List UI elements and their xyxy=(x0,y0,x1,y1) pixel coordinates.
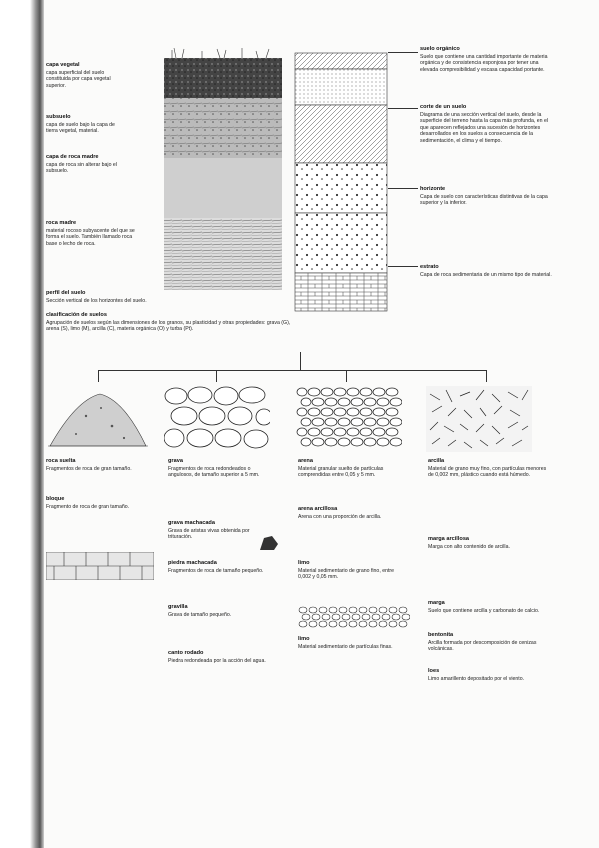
definition-limo xyxy=(298,560,406,581)
bracket-tick xyxy=(486,370,487,382)
text: capa superficial del suelo constituida por capa vegetal superior. xyxy=(46,69,111,89)
definition-corte-suelo xyxy=(420,104,554,145)
sand-illustration xyxy=(296,386,402,452)
term: gravilla xyxy=(168,604,188,610)
term: roca suelta xyxy=(46,458,76,464)
gravel-illustration xyxy=(164,386,270,452)
term: limo xyxy=(298,636,310,642)
text: Limo amarillento depositado por el viento. xyxy=(428,675,525,682)
text: Piedra redondeada por la acción del agua. xyxy=(168,657,266,664)
term: subsuelo xyxy=(46,114,71,120)
soil-layers-diagram xyxy=(294,52,388,312)
definition-roca-madre xyxy=(46,220,138,247)
term: bentonita xyxy=(428,632,454,638)
definition-arena-arcillosa xyxy=(298,506,408,520)
text: Suelo que contiene una cantidad importante de materia orgánica y de consistencia esponjosa por tener una elevada compresibilidad y escasa capacidad portante. xyxy=(420,53,548,73)
leader-line xyxy=(388,266,418,267)
text: Fragmentos de roca de gran tamaño. xyxy=(46,465,132,472)
text: Material sedimentario de partículas finas. xyxy=(298,643,393,650)
definition-bentonita xyxy=(428,632,548,653)
definition-grava-machacada xyxy=(168,520,264,541)
term: arena xyxy=(298,458,313,464)
definition-gravilla xyxy=(168,604,278,618)
text: Material sedimentario de grano fino, entre 0,002 y 0,05 mm. xyxy=(298,567,395,581)
definition-subsuelo xyxy=(46,114,126,135)
definition-estrato xyxy=(420,264,554,278)
term: piedra machacada xyxy=(168,560,217,566)
text: Fragmento de roca de gran tamaño. xyxy=(46,503,130,510)
text: Grava de aristas vivas obtenida por trituración. xyxy=(168,527,250,541)
classification-bracket xyxy=(98,370,486,371)
definition-marga xyxy=(428,600,548,614)
soil-profile-illustration xyxy=(162,44,284,290)
term: horizonte xyxy=(420,186,446,192)
definition-loes xyxy=(428,668,548,682)
crushed-stone-icon xyxy=(258,534,280,552)
text: Capa de roca sedimentaria de un mismo tipo de material. xyxy=(420,271,552,278)
term: loes xyxy=(428,668,440,674)
text: Arena con una proporción de arcilla. xyxy=(298,513,382,520)
text: Fragmentos de roca de tamaño pequeño. xyxy=(168,567,264,574)
term: perfil del suelo xyxy=(46,290,86,296)
term: marga xyxy=(428,600,445,606)
definition-marga-arcillosa xyxy=(428,536,548,550)
term: corte de un suelo xyxy=(420,104,467,110)
term: arena arcillosa xyxy=(298,506,338,512)
term: limo xyxy=(298,560,310,566)
term: estrato xyxy=(420,264,439,270)
leader-line xyxy=(388,188,418,189)
definition-grava xyxy=(168,458,276,479)
term: roca madre xyxy=(46,220,77,226)
definition-limo-2 xyxy=(298,636,408,650)
text: Material de grano muy fino, con partículas menores de 0,002 mm, plástico cuando está húmedo. xyxy=(428,465,547,479)
book-binding-shadow xyxy=(0,0,44,848)
definition-clasificacion-suelos xyxy=(46,312,296,333)
text: Material granular suelto de partículas comprendidas entre 0,05 y 5 mm. xyxy=(298,465,384,479)
bracket-tick xyxy=(98,370,99,382)
definition-roca-suelta xyxy=(46,458,156,472)
definition-horizonte xyxy=(420,186,554,207)
term: grava machacada xyxy=(168,520,215,526)
term: capa de roca madre xyxy=(46,154,99,160)
definition-piedra-machacada xyxy=(168,560,278,574)
definition-suelo-organico xyxy=(420,46,554,73)
definition-arcilla xyxy=(428,458,548,479)
text: Arcilla formada por descomposición de cenizas volcánicas. xyxy=(428,639,537,653)
text: capa de suelo bajo la capa de tierra vegetal, material. xyxy=(46,121,115,135)
text: Capa de suelo con características distintivas de la capa superior y la inferior. xyxy=(420,193,548,207)
definition-capa-roca-madre xyxy=(46,154,126,175)
rock-pile-illustration xyxy=(46,386,150,452)
leader-line xyxy=(388,108,418,109)
term: grava xyxy=(168,458,183,464)
bracket-stem xyxy=(300,352,301,370)
text: material rocoso subyacente del que se forma el suelo. También llamado roca base o lecho de roca. xyxy=(46,227,135,247)
text: Grava de tamaño pequeño. xyxy=(168,611,232,618)
definition-arena xyxy=(298,458,406,479)
block-wall-illustration xyxy=(46,552,154,580)
text: Fragmentos de roca redondeados o angulosos, de tamaño superior a 5 mm. xyxy=(168,465,260,479)
definition-canto-rodado xyxy=(168,650,278,664)
text: Sección vertical de los horizontes del suelo. xyxy=(46,297,147,304)
definition-capa-vegetal xyxy=(46,62,126,89)
clay-illustration xyxy=(426,386,532,452)
silt-illustration xyxy=(298,604,410,630)
term: arcilla xyxy=(428,458,445,464)
term: canto rodado xyxy=(168,650,204,656)
text: Agrupación de suelos según las dimensiones de los granos, su plasticidad y otras propiedades: grava (G), arena (S), limo (M), arcilla (C), materia orgánica (O) y turba (Pt). xyxy=(46,319,291,333)
leader-line xyxy=(388,52,418,53)
text: capa de roca sin alterar bajo el subsuelo. xyxy=(46,161,117,175)
term: bloque xyxy=(46,496,65,502)
definition-bloque xyxy=(46,496,156,510)
term: suelo orgánico xyxy=(420,46,460,52)
bracket-tick xyxy=(216,370,217,382)
text: Diagrama de una sección vertical del suelo, desde la superficie del terreno hasta la capa más profunda, en el que aparecen reflejados una sucesión de horizontes desarrollados en los suelos a consecuencia de la sedimentación, el clima y el tiempo. xyxy=(420,111,549,144)
term: capa vegetal xyxy=(46,62,80,68)
term: marga arcillosa xyxy=(428,536,470,542)
term: clasificación de suelos xyxy=(46,312,107,318)
definition-perfil-suelo xyxy=(46,290,286,304)
bracket-tick xyxy=(346,370,347,382)
text: Suelo que contiene arcilla y carbonato de calcio. xyxy=(428,607,540,614)
text: Marga con alto contenido de arcilla. xyxy=(428,543,510,550)
